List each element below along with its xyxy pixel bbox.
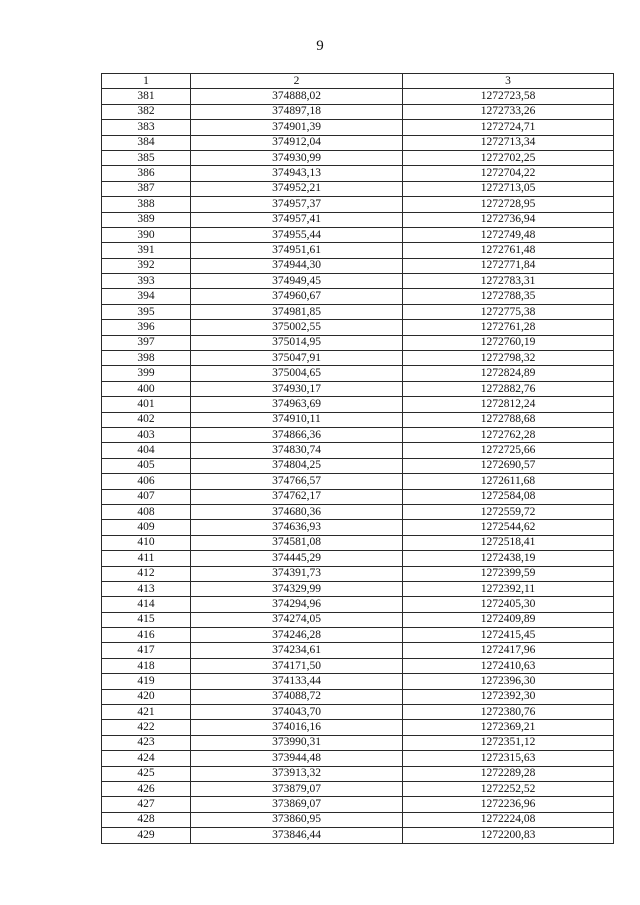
cell-point-number: 427 xyxy=(102,797,191,812)
table-row xyxy=(102,181,614,196)
cell-point-number: 387 xyxy=(102,181,191,196)
column-header-x: 2 xyxy=(191,74,403,89)
cell-point-number: 404 xyxy=(102,443,191,458)
table-row xyxy=(102,89,614,104)
cell-x-coordinate: 373860,95 xyxy=(191,812,403,827)
cell-point-number: 426 xyxy=(102,781,191,796)
table-row xyxy=(102,304,614,319)
cell-y-coordinate: 1272399,59 xyxy=(403,566,614,581)
column-header-point-number: 1 xyxy=(102,74,191,89)
table-row xyxy=(102,397,614,412)
cell-y-coordinate: 1272713,34 xyxy=(403,135,614,150)
cell-y-coordinate: 1272725,66 xyxy=(403,443,614,458)
cell-x-coordinate: 374088,72 xyxy=(191,689,403,704)
header-row xyxy=(102,74,614,89)
cell-y-coordinate: 1272749,48 xyxy=(403,227,614,242)
cell-x-coordinate: 374445,29 xyxy=(191,551,403,566)
cell-point-number: 386 xyxy=(102,166,191,181)
cell-x-coordinate: 375047,91 xyxy=(191,351,403,366)
table-row xyxy=(102,320,614,335)
cell-point-number: 390 xyxy=(102,227,191,242)
cell-y-coordinate: 1272544,62 xyxy=(403,520,614,535)
cell-x-coordinate: 374016,16 xyxy=(191,720,403,735)
table-row xyxy=(102,535,614,550)
cell-point-number: 381 xyxy=(102,89,191,104)
cell-y-coordinate: 1272518,41 xyxy=(403,535,614,550)
table-row xyxy=(102,751,614,766)
cell-point-number: 401 xyxy=(102,397,191,412)
cell-y-coordinate: 1272200,83 xyxy=(403,828,614,843)
cell-point-number: 388 xyxy=(102,197,191,212)
table-row xyxy=(102,120,614,135)
cell-y-coordinate: 1272736,94 xyxy=(403,212,614,227)
cell-x-coordinate: 373846,44 xyxy=(191,828,403,843)
cell-y-coordinate: 1272392,30 xyxy=(403,689,614,704)
cell-x-coordinate: 373879,07 xyxy=(191,781,403,796)
cell-x-coordinate: 374912,04 xyxy=(191,135,403,150)
table-row xyxy=(102,720,614,735)
coordinates-table xyxy=(101,73,614,844)
cell-y-coordinate: 1272559,72 xyxy=(403,504,614,519)
cell-x-coordinate: 374957,37 xyxy=(191,197,403,212)
table-row xyxy=(102,674,614,689)
cell-x-coordinate: 374963,69 xyxy=(191,397,403,412)
cell-point-number: 417 xyxy=(102,643,191,658)
cell-x-coordinate: 374951,61 xyxy=(191,243,403,258)
table-row xyxy=(102,705,614,720)
cell-point-number: 391 xyxy=(102,243,191,258)
cell-point-number: 416 xyxy=(102,628,191,643)
cell-y-coordinate: 1272289,28 xyxy=(403,766,614,781)
cell-y-coordinate: 1272392,11 xyxy=(403,581,614,596)
cell-y-coordinate: 1272882,76 xyxy=(403,381,614,396)
cell-x-coordinate: 375004,65 xyxy=(191,366,403,381)
cell-point-number: 393 xyxy=(102,274,191,289)
cell-x-coordinate: 374943,13 xyxy=(191,166,403,181)
cell-y-coordinate: 1272409,89 xyxy=(403,612,614,627)
column-header-y: 3 xyxy=(403,74,614,89)
cell-y-coordinate: 1272812,24 xyxy=(403,397,614,412)
cell-x-coordinate: 374294,96 xyxy=(191,597,403,612)
cell-y-coordinate: 1272224,08 xyxy=(403,812,614,827)
cell-y-coordinate: 1272315,63 xyxy=(403,751,614,766)
cell-point-number: 422 xyxy=(102,720,191,735)
table-row xyxy=(102,243,614,258)
cell-x-coordinate: 375014,95 xyxy=(191,335,403,350)
cell-y-coordinate: 1272351,12 xyxy=(403,735,614,750)
cell-x-coordinate: 374944,30 xyxy=(191,258,403,273)
cell-point-number: 423 xyxy=(102,735,191,750)
cell-x-coordinate: 374949,45 xyxy=(191,274,403,289)
table-row xyxy=(102,227,614,242)
cell-x-coordinate: 374955,44 xyxy=(191,227,403,242)
cell-x-coordinate: 374830,74 xyxy=(191,443,403,458)
cell-point-number: 407 xyxy=(102,489,191,504)
table-row xyxy=(102,566,614,581)
table-row xyxy=(102,551,614,566)
table-row xyxy=(102,197,614,212)
cell-y-coordinate: 1272762,28 xyxy=(403,427,614,442)
cell-point-number: 409 xyxy=(102,520,191,535)
cell-point-number: 405 xyxy=(102,458,191,473)
cell-x-coordinate: 374329,99 xyxy=(191,581,403,596)
cell-point-number: 421 xyxy=(102,705,191,720)
cell-y-coordinate: 1272760,19 xyxy=(403,335,614,350)
table-header xyxy=(102,74,614,89)
cell-x-coordinate: 374804,25 xyxy=(191,458,403,473)
cell-point-number: 410 xyxy=(102,535,191,550)
cell-y-coordinate: 1272690,57 xyxy=(403,458,614,473)
cell-point-number: 402 xyxy=(102,412,191,427)
table-row xyxy=(102,166,614,181)
cell-point-number: 415 xyxy=(102,612,191,627)
cell-y-coordinate: 1272723,58 xyxy=(403,89,614,104)
cell-point-number: 400 xyxy=(102,381,191,396)
table-row xyxy=(102,381,614,396)
cell-y-coordinate: 1272771,84 xyxy=(403,258,614,273)
cell-point-number: 403 xyxy=(102,427,191,442)
cell-x-coordinate: 374960,67 xyxy=(191,289,403,304)
cell-x-coordinate: 374133,44 xyxy=(191,674,403,689)
cell-point-number: 399 xyxy=(102,366,191,381)
cell-point-number: 396 xyxy=(102,320,191,335)
cell-x-coordinate: 374043,70 xyxy=(191,705,403,720)
cell-point-number: 382 xyxy=(102,104,191,119)
cell-point-number: 408 xyxy=(102,504,191,519)
table-row xyxy=(102,335,614,350)
cell-point-number: 429 xyxy=(102,828,191,843)
cell-point-number: 395 xyxy=(102,304,191,319)
cell-y-coordinate: 1272798,32 xyxy=(403,351,614,366)
table-row xyxy=(102,581,614,596)
table-row xyxy=(102,520,614,535)
cell-y-coordinate: 1272761,48 xyxy=(403,243,614,258)
cell-y-coordinate: 1272236,96 xyxy=(403,797,614,812)
cell-point-number: 418 xyxy=(102,658,191,673)
cell-y-coordinate: 1272824,89 xyxy=(403,366,614,381)
table-row xyxy=(102,289,614,304)
cell-point-number: 397 xyxy=(102,335,191,350)
cell-y-coordinate: 1272405,30 xyxy=(403,597,614,612)
table-row xyxy=(102,412,614,427)
cell-y-coordinate: 1272369,21 xyxy=(403,720,614,735)
cell-x-coordinate: 374636,93 xyxy=(191,520,403,535)
cell-point-number: 392 xyxy=(102,258,191,273)
table-row xyxy=(102,766,614,781)
cell-point-number: 389 xyxy=(102,212,191,227)
cell-point-number: 412 xyxy=(102,566,191,581)
cell-point-number: 398 xyxy=(102,351,191,366)
table-row xyxy=(102,797,614,812)
cell-x-coordinate: 374930,17 xyxy=(191,381,403,396)
cell-point-number: 406 xyxy=(102,474,191,489)
cell-y-coordinate: 1272788,35 xyxy=(403,289,614,304)
table-row xyxy=(102,735,614,750)
cell-point-number: 411 xyxy=(102,551,191,566)
cell-point-number: 385 xyxy=(102,150,191,165)
cell-point-number: 424 xyxy=(102,751,191,766)
table-row xyxy=(102,828,614,843)
cell-x-coordinate: 374246,28 xyxy=(191,628,403,643)
table-row xyxy=(102,474,614,489)
cell-point-number: 413 xyxy=(102,581,191,596)
cell-y-coordinate: 1272775,38 xyxy=(403,304,614,319)
table-row xyxy=(102,812,614,827)
cell-point-number: 428 xyxy=(102,812,191,827)
cell-y-coordinate: 1272788,68 xyxy=(403,412,614,427)
cell-y-coordinate: 1272783,31 xyxy=(403,274,614,289)
table-body xyxy=(102,89,614,843)
cell-x-coordinate: 374391,73 xyxy=(191,566,403,581)
cell-x-coordinate: 374957,41 xyxy=(191,212,403,227)
cell-x-coordinate: 374910,11 xyxy=(191,412,403,427)
cell-y-coordinate: 1272761,28 xyxy=(403,320,614,335)
cell-x-coordinate: 374581,08 xyxy=(191,535,403,550)
table-row xyxy=(102,489,614,504)
table-row xyxy=(102,597,614,612)
table-row xyxy=(102,443,614,458)
table-row xyxy=(102,135,614,150)
table-row xyxy=(102,612,614,627)
cell-y-coordinate: 1272733,26 xyxy=(403,104,614,119)
cell-point-number: 420 xyxy=(102,689,191,704)
table-row xyxy=(102,212,614,227)
table-row xyxy=(102,427,614,442)
cell-point-number: 414 xyxy=(102,597,191,612)
cell-x-coordinate: 374930,99 xyxy=(191,150,403,165)
cell-y-coordinate: 1272704,22 xyxy=(403,166,614,181)
table-row xyxy=(102,781,614,796)
cell-y-coordinate: 1272724,71 xyxy=(403,120,614,135)
cell-x-coordinate: 374888,02 xyxy=(191,89,403,104)
cell-y-coordinate: 1272415,45 xyxy=(403,628,614,643)
cell-y-coordinate: 1272417,96 xyxy=(403,643,614,658)
cell-y-coordinate: 1272584,08 xyxy=(403,489,614,504)
cell-point-number: 384 xyxy=(102,135,191,150)
cell-x-coordinate: 374680,36 xyxy=(191,504,403,519)
cell-x-coordinate: 374897,18 xyxy=(191,104,403,119)
table-row xyxy=(102,658,614,673)
table-row xyxy=(102,689,614,704)
table-row xyxy=(102,351,614,366)
cell-y-coordinate: 1272252,52 xyxy=(403,781,614,796)
table-row xyxy=(102,150,614,165)
cell-y-coordinate: 1272728,95 xyxy=(403,197,614,212)
cell-x-coordinate: 373869,07 xyxy=(191,797,403,812)
cell-x-coordinate: 373990,31 xyxy=(191,735,403,750)
table-row xyxy=(102,274,614,289)
cell-y-coordinate: 1272438,19 xyxy=(403,551,614,566)
table-row xyxy=(102,628,614,643)
cell-point-number: 394 xyxy=(102,289,191,304)
cell-y-coordinate: 1272611,68 xyxy=(403,474,614,489)
table-row xyxy=(102,458,614,473)
cell-x-coordinate: 375002,55 xyxy=(191,320,403,335)
table-row xyxy=(102,366,614,381)
cell-x-coordinate: 374952,21 xyxy=(191,181,403,196)
cell-x-coordinate: 374762,17 xyxy=(191,489,403,504)
cell-point-number: 419 xyxy=(102,674,191,689)
cell-y-coordinate: 1272713,05 xyxy=(403,181,614,196)
table-row xyxy=(102,258,614,273)
cell-x-coordinate: 374766,57 xyxy=(191,474,403,489)
cell-y-coordinate: 1272380,76 xyxy=(403,705,614,720)
page-number: 9 xyxy=(316,38,324,54)
table-row xyxy=(102,504,614,519)
cell-point-number: 425 xyxy=(102,766,191,781)
cell-x-coordinate: 374234,61 xyxy=(191,643,403,658)
cell-x-coordinate: 374274,05 xyxy=(191,612,403,627)
cell-x-coordinate: 373944,48 xyxy=(191,751,403,766)
table-row xyxy=(102,104,614,119)
cell-x-coordinate: 373913,32 xyxy=(191,766,403,781)
cell-x-coordinate: 374981,85 xyxy=(191,304,403,319)
cell-point-number: 383 xyxy=(102,120,191,135)
cell-x-coordinate: 374866,36 xyxy=(191,427,403,442)
cell-y-coordinate: 1272702,25 xyxy=(403,150,614,165)
cell-y-coordinate: 1272410,63 xyxy=(403,658,614,673)
cell-x-coordinate: 374171,50 xyxy=(191,658,403,673)
cell-x-coordinate: 374901,39 xyxy=(191,120,403,135)
table-row xyxy=(102,643,614,658)
cell-y-coordinate: 1272396,30 xyxy=(403,674,614,689)
